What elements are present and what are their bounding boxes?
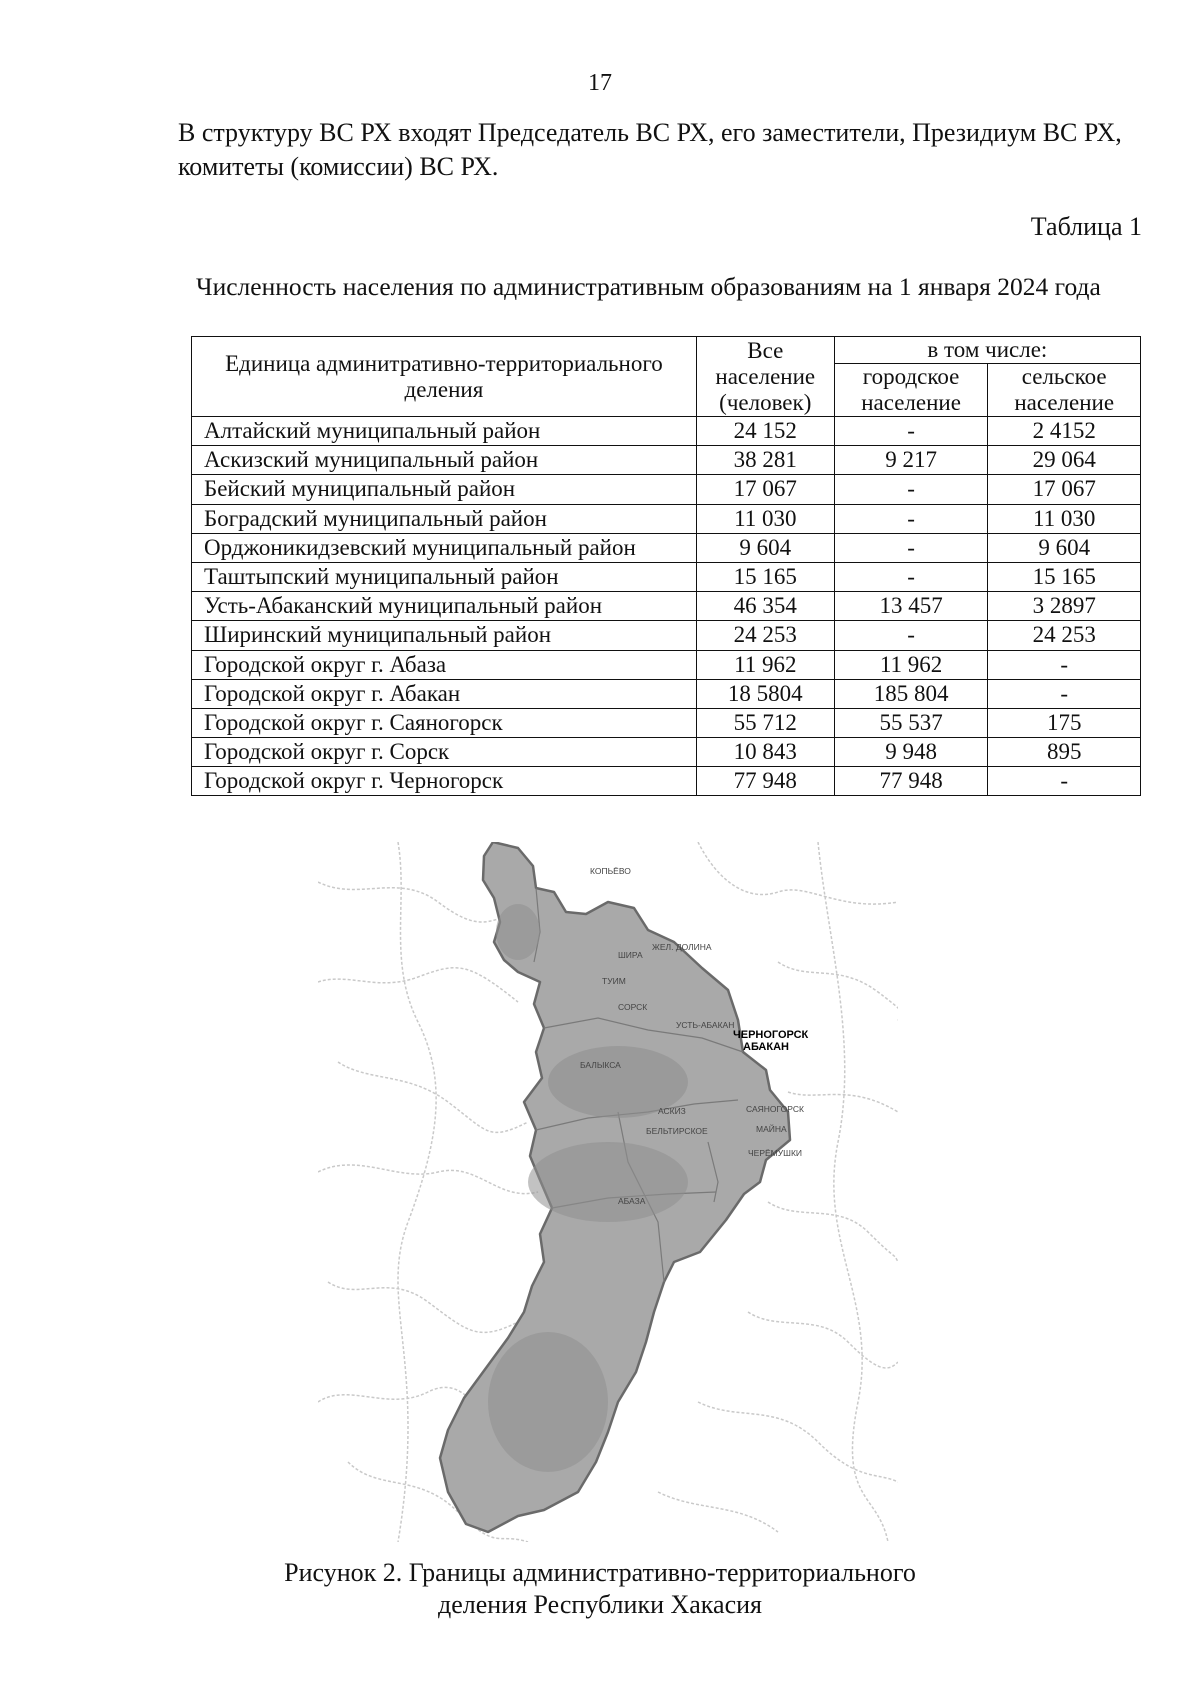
cell-urban: 55 537 [834, 708, 988, 737]
map-label-cheremushki: ЧЕРЁМУШКИ [748, 1148, 803, 1158]
cell-name: Городской округ г. Сорск [192, 738, 697, 767]
table-row [192, 621, 1141, 650]
cell-name: Алтайский муниципальный район [192, 417, 697, 446]
map-label-askiz: АСКИЗ [658, 1106, 686, 1116]
table-row [192, 650, 1141, 679]
map-label-shira: ШИРА [618, 950, 643, 960]
cell-urban: - [834, 417, 988, 446]
cell-urban: - [834, 562, 988, 591]
cell-name: Усть-Абаканский муниципальный район [192, 592, 697, 621]
cell-total: 17 067 [696, 475, 834, 504]
map-label-ust-abakan: УСТЬ-АБАКАН [676, 1020, 735, 1030]
figure-caption [0, 1557, 1200, 1621]
cell-rural: 3 2897 [988, 592, 1141, 621]
table-row [192, 475, 1141, 504]
cell-rural: - [988, 679, 1141, 708]
cell-total: 18 5804 [696, 679, 834, 708]
table-row [192, 738, 1141, 767]
table-title: Численность населения по административным образованиям на 1 января 2024 года [196, 272, 1101, 301]
cell-name: Аскизский муниципальный район [192, 446, 697, 475]
table-row [192, 562, 1141, 591]
cell-total: 9 604 [696, 533, 834, 562]
map-label-abaza: АБАЗА [618, 1196, 646, 1206]
map-label-balyksa: БАЛЫКСА [580, 1060, 621, 1070]
cell-rural: 895 [988, 738, 1141, 767]
cell-rural: 24 253 [988, 621, 1141, 650]
cell-urban: - [834, 533, 988, 562]
cell-rural: 9 604 [988, 533, 1141, 562]
cell-total: 55 712 [696, 708, 834, 737]
table-row [192, 679, 1141, 708]
map-label-zhd: ЖЕЛ. ДОЛИНА [652, 942, 712, 952]
table-row [192, 533, 1141, 562]
cell-urban: 77 948 [834, 767, 988, 796]
cell-total: 46 354 [696, 592, 834, 621]
cell-urban: - [834, 475, 988, 504]
map-label-mayna: МАЙНА [756, 1124, 787, 1134]
cell-rural: 11 030 [988, 504, 1141, 533]
cell-urban: - [834, 504, 988, 533]
cell-name: Городской округ г. Черногорск [192, 767, 697, 796]
cell-urban: 13 457 [834, 592, 988, 621]
cell-urban: 11 962 [834, 650, 988, 679]
cell-name: Городской округ г. Абаза [192, 650, 697, 679]
figure-caption-text: Рисунок 2. Границы административно-территориального деления Республики Хакасия [284, 1558, 916, 1619]
cell-total: 24 152 [696, 417, 834, 446]
header-rural: сельское население [988, 364, 1141, 417]
header-urban: городское население [834, 364, 988, 417]
map-label-sayanogorsk: САЯНОГОРСК [746, 1104, 804, 1114]
cell-total: 11 962 [696, 650, 834, 679]
map-label-abakan: АБАКАН [743, 1041, 789, 1053]
population-table [191, 336, 1141, 796]
cell-name: Боградский муниципальный район [192, 504, 697, 533]
cell-rural: - [988, 650, 1141, 679]
cell-name: Таштыпский муниципальный район [192, 562, 697, 591]
cell-name: Городской округ г. Саяногорск [192, 708, 697, 737]
cell-total: 38 281 [696, 446, 834, 475]
table-row [192, 417, 1141, 446]
map-label-chernogorsk: ЧЕРНОГОРСК [733, 1029, 809, 1041]
cell-name: Ширинский муниципальный район [192, 621, 697, 650]
header-group: в том числе: [834, 337, 1140, 364]
cell-total: 11 030 [696, 504, 834, 533]
cell-total: 77 948 [696, 767, 834, 796]
cell-rural: 15 165 [988, 562, 1141, 591]
table-row [192, 708, 1141, 737]
table-row [192, 504, 1141, 533]
table-label: Таблица 1 [1030, 212, 1142, 241]
table-row [192, 592, 1141, 621]
cell-total: 10 843 [696, 738, 834, 767]
khakassia-map [318, 842, 898, 1542]
map-label-tuim: ТУИМ [602, 976, 626, 986]
cell-total: 15 165 [696, 562, 834, 591]
intro-paragraph: В структуру ВС РХ входят Председатель ВС РХ, его заместители, Президиум ВС РХ, комитеты (комиссии) ВС РХ. [178, 118, 1122, 181]
cell-urban: 185 804 [834, 679, 988, 708]
cell-total: 24 253 [696, 621, 834, 650]
cell-name: Орджоникидзевский муниципальный район [192, 533, 697, 562]
cell-name: Городской округ г. Абакан [192, 679, 697, 708]
cell-urban: 9 948 [834, 738, 988, 767]
header-total: Все население (человек) [696, 337, 834, 417]
cell-urban: 9 217 [834, 446, 988, 475]
cell-rural: 2 4152 [988, 417, 1141, 446]
table-row [192, 446, 1141, 475]
header-unit: Единица админитративно-территориального деления [192, 337, 697, 417]
map-label-kopyovo: КОПЬЁВО [590, 866, 631, 876]
cell-rural: 17 067 [988, 475, 1141, 504]
cell-rural: 175 [988, 708, 1141, 737]
table-body [192, 417, 1141, 796]
cell-rural: - [988, 767, 1141, 796]
map-label-beltirskoe: БЕЛЬТИРСКОЕ [646, 1126, 708, 1136]
map-label-sorsk: СОРСК [618, 1002, 648, 1012]
cell-name: Бейский муниципальный район [192, 475, 697, 504]
table-row [192, 767, 1141, 796]
page-number: 17 [588, 70, 612, 96]
cell-rural: 29 064 [988, 446, 1141, 475]
cell-urban: - [834, 621, 988, 650]
